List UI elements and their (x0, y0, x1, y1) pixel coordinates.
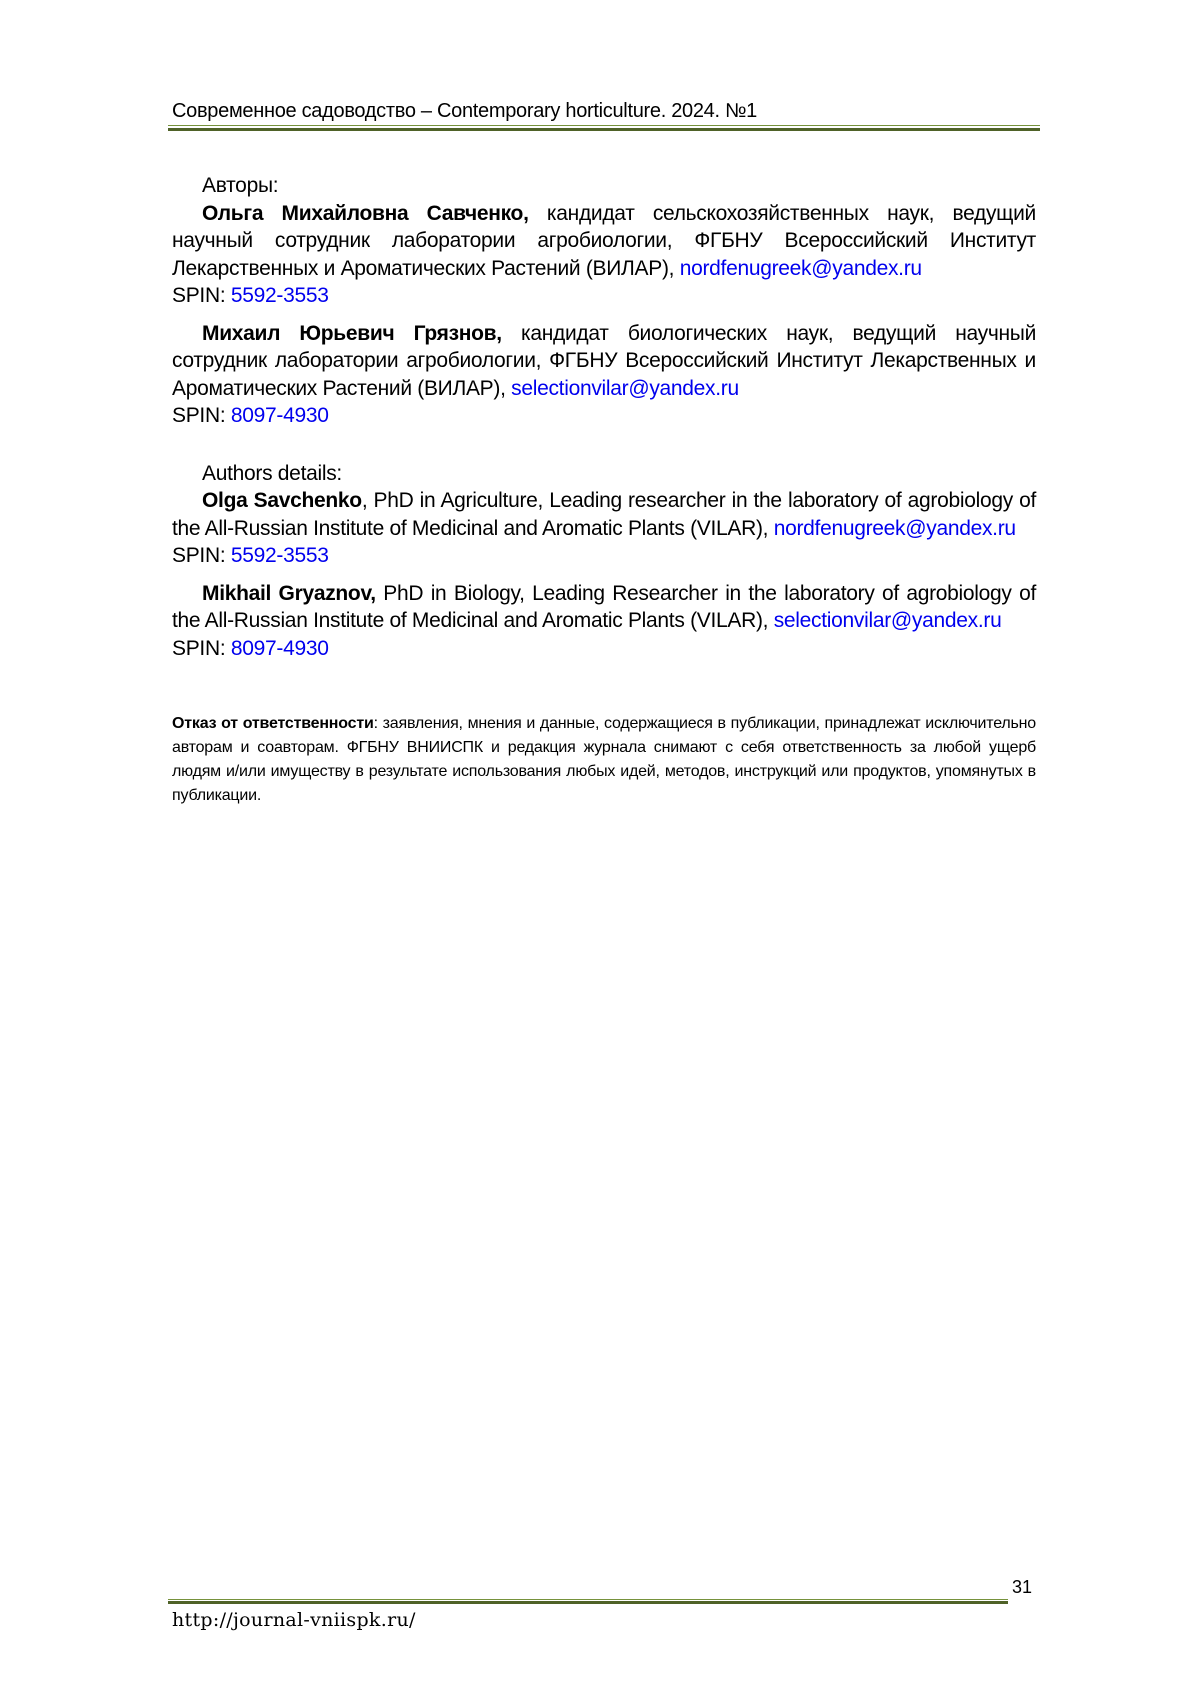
spacer (172, 310, 1036, 320)
spacer (172, 570, 1036, 580)
author-en-1-details: , PhD in Agriculture, Leading researcher in the laboratory of agrobiology of the All-Russian Institute of Medicinal and Aromatic Plants (VILAR), (172, 489, 1036, 540)
authors-en-heading: Authors details: (172, 460, 1036, 488)
author-ru-2-spin (172, 402, 1036, 430)
author-en-2-spin-link[interactable]: 8097-4930 (231, 637, 329, 660)
author-ru-2-details: кандидат биологических наук, ведущий научный сотрудник лаборатории агробиологии, ФГБНУ Всероссийский Институт Лекарственных и Ароматических Растений (ВИЛАР), (172, 322, 1036, 400)
author-ru-2-spin-label: SPIN: (172, 404, 231, 427)
disclaimer (172, 712, 1036, 808)
author-ru-1-email-link[interactable]: nordfenugreek@yandex.ru (680, 257, 922, 280)
author-en-2-spin-label: SPIN: (172, 637, 231, 660)
author-ru-1-spin-link[interactable]: 5592-3553 (231, 284, 329, 307)
footer-divider-thick (168, 1601, 1008, 1604)
author-en-1-name: Olga Savchenko (202, 489, 362, 512)
author-en-2 (172, 580, 1036, 635)
disclaimer-text: : заявления, мнения и данные, содержащиеся в публикации, принадлежат исключительно авторам и соавторам. ФГБНУ ВНИИСПК и редакция журнала снимают с себя ответственность за любой ущерб людям и/или имуществу в результате использования любых идей, методов, инструкций или продуктов, упомянутых в публикации. (172, 715, 1036, 804)
author-ru-1 (172, 200, 1036, 283)
author-en-1-spin (172, 542, 1036, 570)
author-en-2-email-link[interactable]: selectionvilar@yandex.ru (774, 609, 1002, 632)
author-en-2-details: PhD in Biology, Leading Researcher in the laboratory of agrobiology of the All-Russian Institute of Medicinal and Aromatic Plants (VILAR), (172, 582, 1036, 633)
author-ru-2-email-link[interactable]: selectionvilar@yandex.ru (511, 377, 739, 400)
authors-ru-heading: Авторы: (172, 172, 1036, 200)
footer-url[interactable]: http://journal-vniispk.ru/ (172, 1609, 416, 1631)
disclaimer-label: Отказ от ответственности (172, 715, 374, 732)
author-en-1-spin-link[interactable]: 5592-3553 (231, 544, 329, 567)
footer-divider-thin (168, 1599, 1008, 1600)
header-divider-thin (168, 125, 1040, 126)
header-divider-thick (168, 128, 1040, 131)
page-number: 31 (1012, 1577, 1032, 1598)
author-ru-2 (172, 320, 1036, 403)
author-ru-1-name: Ольга Михайловна Савченко, (202, 202, 529, 225)
author-en-2-name: Mikhail Gryaznov, (202, 582, 376, 605)
journal-header-title: Современное садоводство – Contemporary horticulture. 2024. №1 (172, 100, 757, 123)
author-ru-1-details: кандидат сельскохозяйственных наук, ведущий научный сотрудник лаборатории агробиологии, ФГБНУ Всероссийский Институт Лекарственных и Ароматических Растений (ВИЛАР), (172, 202, 1036, 280)
author-en-2-spin (172, 635, 1036, 663)
author-ru-2-spin-link[interactable]: 8097-4930 (231, 404, 329, 427)
spacer (172, 430, 1036, 460)
author-ru-2-name: Михаил Юрьевич Грязнов, (202, 322, 502, 345)
page-content (172, 172, 1036, 808)
author-ru-1-spin (172, 282, 1036, 310)
author-en-1-spin-label: SPIN: (172, 544, 231, 567)
spacer (172, 662, 1036, 712)
author-en-1 (172, 487, 1036, 542)
author-en-1-email-link[interactable]: nordfenugreek@yandex.ru (774, 517, 1016, 540)
author-ru-1-spin-label: SPIN: (172, 284, 231, 307)
